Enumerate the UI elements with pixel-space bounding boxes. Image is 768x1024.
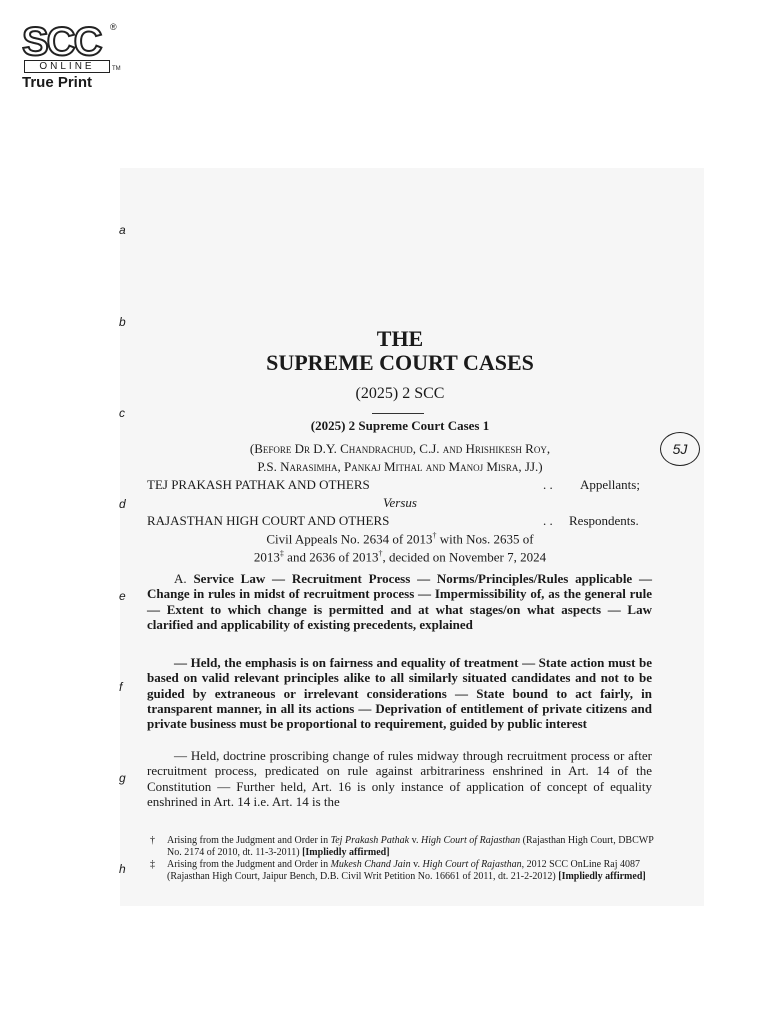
- margin-letter-f: f: [119, 680, 123, 694]
- appellant-name: TEJ PRAKASH PATHAK AND OTHERS: [147, 477, 370, 492]
- logo-registered-mark: ®: [110, 22, 117, 32]
- appellant-dots: . .: [543, 477, 553, 492]
- volume-citation: (2025) 2 SCC: [355, 385, 445, 402]
- case-citation: (2025) 2 Supreme Court Cases 1: [310, 418, 490, 433]
- respondent-role: Respondents.: [569, 513, 639, 528]
- headnote-a: A. Service Law — Recruitment Process — Norms/Principles/Rules applicable — Change in rules in midst of recruitment process — Impermissibility of, as the general rule — Extent to which change is permitted and at what stages/on what aspects — Law clarified and applicability of existing precedents, explained: [147, 571, 652, 632]
- appeal-numbers-line-1: Civil Appeals No. 2634 of 2013† with Nos. 2635 of: [266, 531, 534, 547]
- margin-letter-b: b: [119, 315, 126, 329]
- respondent-name: RAJASTHAN HIGH COURT AND OTHERS: [147, 513, 390, 528]
- versus-label: Versus: [383, 495, 417, 510]
- scc-online-true-print-logo: [20, 22, 120, 92]
- margin-letter-d: d: [119, 497, 126, 511]
- bench-strength-badge: 5J: [660, 432, 700, 466]
- headnote-held-2: — Held, doctrine proscribing change of rules midway through recruitment process or after recruitment process, predicated on rule against arbitrariness enshrined in Art. 14 of the Constitution — Further held, Art. 16 is only instance of application of concept of equality enshrined in Art. 14 i.e. Art. 14 is the: [147, 748, 652, 809]
- respondent-dots: . .: [543, 513, 553, 528]
- margin-letter-c: c: [119, 406, 125, 420]
- logo-online-text: ONLINE: [24, 60, 110, 73]
- footnote-double-dagger: ‡ Arising from the Judgment and Order in Mukesh Chand Jain v. High Court of Rajasthan, 2012 SCC OnLine Raj 4087 (Rajasthan High Court, Jaipur Bench, D.B. Civil Writ Petition No. 16661 of 2011, dt. 21-2-2012) [Impliedly affirmed]: [150, 859, 646, 882]
- appellant-role: Appellants;: [580, 477, 640, 492]
- bench-line-1: (Before Dr D.Y. Chandrachud, C.J. and Hrishikesh Roy,: [249, 441, 551, 456]
- margin-letter-g: g: [119, 771, 126, 785]
- logo-trademark: TM: [112, 66, 121, 72]
- logo-true-print-text: True Print: [22, 74, 93, 91]
- margin-letter-a: a: [119, 223, 126, 237]
- reporter-title: SUPREME COURT CASES: [266, 350, 534, 375]
- bench-line-2: P.S. Narasimha, Pankaj Mithal and Manoj Misra, JJ.): [257, 459, 543, 474]
- margin-letter-h: h: [119, 862, 126, 876]
- margin-letter-e: e: [119, 589, 126, 603]
- appeal-numbers-line-2: 2013‡ and 2636 of 2013†, decided on November 7, 2024: [253, 549, 547, 565]
- footnote-dagger: † Arising from the Judgment and Order in Tej Prakash Pathak v. High Court of Rajasthan (Rajasthan High Court, DBCWP No. 2174 of 2010, dt. 11-3-2011) [Impliedly affirmed]: [150, 835, 654, 858]
- title-divider: [372, 413, 424, 414]
- headnote-held-1: — Held, the emphasis is on fairness and equality of treatment — State action must be based on valid relevant principles alike to all similarly situated candidates and not to be guided by extraneous or irrelevant considerations — State bound to act fairly, in transparent manner, in all its actions — Deprivation of entitlement of private citizens and private business must be proportional to requirement, guided by public interest: [147, 655, 652, 732]
- reporter-title-the: THE: [376, 326, 424, 351]
- logo-scc-text: SCC: [22, 20, 101, 64]
